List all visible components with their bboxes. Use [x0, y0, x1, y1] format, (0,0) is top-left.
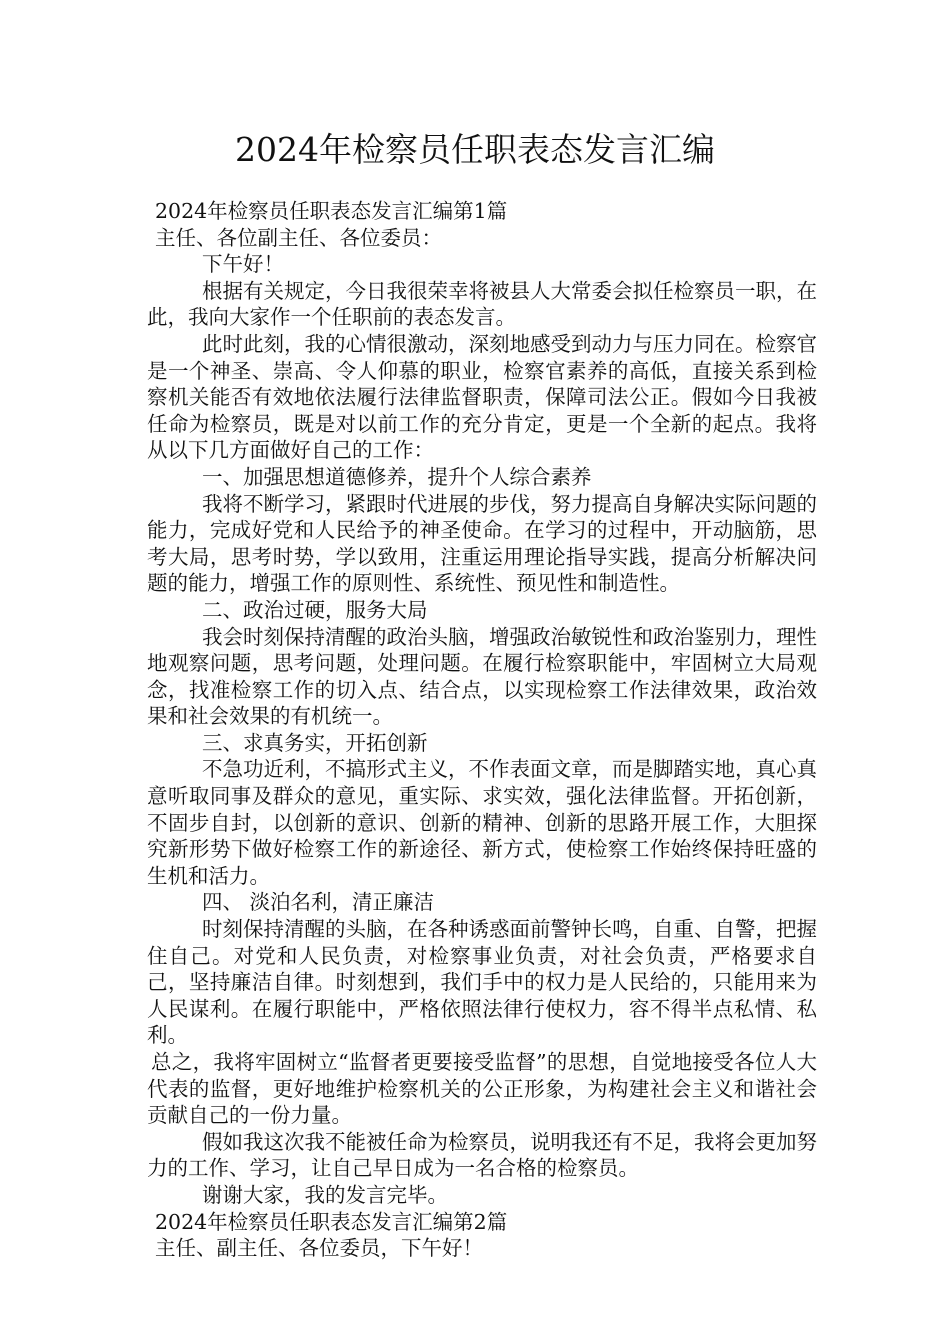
paragraph-point-1: 我将不断学习，紧跟时代进展的步伐，努力提高自身解决实际问题的能力，完成好党和人民给予的神圣使命。在学习的过程中，开动脑筋，思考大局，思考时势，学以致用，注重运用理论指导实践，提高分析解决问题的能力，增强工作的原则性、系统性、预见性和制造性。 [147, 491, 817, 596]
greeting: 下午好！ [202, 252, 284, 277]
paragraph-point-2: 我会时刻保持清醒的政治头脑，增强政治敏锐性和政治鉴别力，理性地观察问题，思考问题，处理问题。在履行检察职能中，牢固树立大局观念，找准检察工作的切入点、结合点，以实现检察工作法律效果，政治效果和社会效果的有机统一。 [147, 624, 817, 729]
paragraph-if-not-appointed: 假如我这次我不能被任命为检察员，说明我还有不足，我将会更加努力的工作、学习，让自己早日成为一名合格的检察员。 [147, 1129, 817, 1181]
section-heading-part-2: 2024年检察员任职表态发言汇编第2篇 [155, 1209, 508, 1234]
closing-line: 谢谢大家，我的发言完毕。 [202, 1182, 448, 1207]
point-heading-1: 一、加强思想道德修养，提升个人综合素养 [202, 464, 592, 489]
paragraph-feelings: 此时此刻，我的心情很激动，深刻地感受到动力与压力同在。检察官是一个神圣、崇高、令人仰慕的职业，检察官素养的高低，直接关系到检察机关能否有效地依法履行法律监督职责，保障司法公正。假如今日我被任命为检察员，既是对以前工作的充分肯定，更是一个全新的起点。我将从以下几方面做好自己的工作： [147, 331, 817, 463]
section-heading-part-1: 2024年检察员任职表态发言汇编第1篇 [155, 199, 508, 223]
point-heading-3: 三、求真务实，开拓创新 [202, 730, 428, 755]
paragraph-summary: 总之，我将牢固树立“监督者更要接受监督”的思想，自觉地接受各位人大代表的监督，更好地维护检察机关的公正形象，为构建社会主义和谐社会贡献自己的一份力量。 [147, 1050, 817, 1128]
point-heading-2: 二、政治过硬，服务大局 [202, 597, 428, 622]
salutation: 主任、各位副主任、各位委员： [155, 225, 442, 250]
paragraph-intro: 根据有关规定，今日我很荣幸将被县人大常委会拟任检察员一职，在此，我向大家作一个任职前的表态发言。 [147, 278, 817, 330]
document-title: 2024年检察员任职表态发言汇编 [235, 130, 715, 169]
paragraph-point-3: 不急功近利，不搞形式主义，不作表面文章，而是脚踏实地，真心真意听取同事及群众的意见，重实际、求实效，强化法律监督。开拓创新，不固步自封，以创新的意识、创新的精神、创新的思路开展工作，大胆探究新形势下做好检察工作的新途径、新方式，使检察工作始终保持旺盛的生机和活力。 [147, 757, 817, 888]
paragraph-point-4: 时刻保持清醒的头脑，在各种诱惑面前警钟长鸣，自重、自警，把握住自己。对党和人民负责，对检察事业负责，对社会负责，严格要求自己，坚持廉洁自律。时刻想到，我们手中的权力是人民给的，只能用来为人民谋利。在履行职能中，严格依照法律行使权力，容不得半点私情、私利。 [147, 917, 817, 1048]
point-heading-4: 四、 淡泊名利，清正廉洁 [202, 890, 435, 915]
salutation-part-2: 主任、副主任、各位委员，下午好！ [155, 1236, 483, 1261]
document-body [147, 198, 817, 1262]
